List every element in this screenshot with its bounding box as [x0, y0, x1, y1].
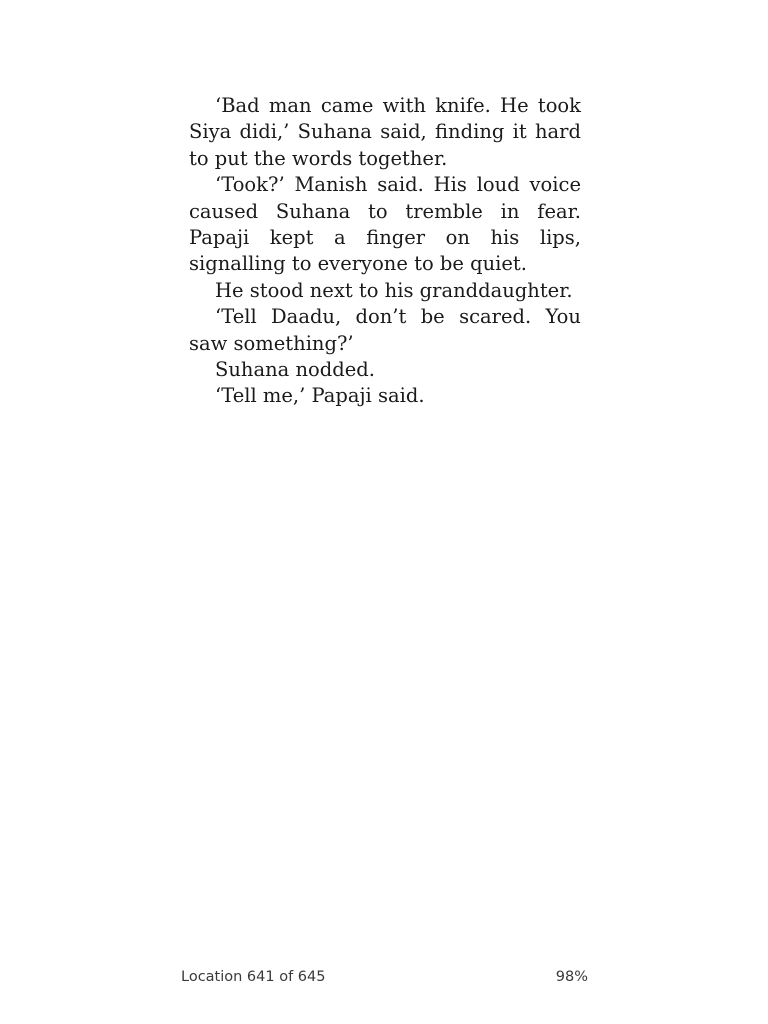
paragraph: ‘Took?’ Manish said. His loud voice caused Suhana to tremble in fear. Papaji kept a finger on his lips, signalling to everyone to be quiet.	[189, 173, 581, 276]
paragraph: ‘Tell Daadu, don’t be scared. You saw something?’	[189, 305, 581, 355]
paragraph: ‘Tell me,’ Papaji said.	[215, 384, 425, 408]
reading-progress-footer	[181, 967, 588, 987]
location-indicator[interactable]: Location 641 of 645	[181, 969, 326, 985]
book-text	[189, 93, 581, 410]
paragraph: He stood next to his granddaughter.	[215, 278, 573, 302]
paragraph: Suhana nodded.	[215, 358, 375, 382]
paragraph: ‘Bad man came with knife. He took Siya didi,’ Suhana said, finding it hard to put the words together.	[189, 94, 581, 170]
percent-read: 98%	[555, 969, 588, 985]
